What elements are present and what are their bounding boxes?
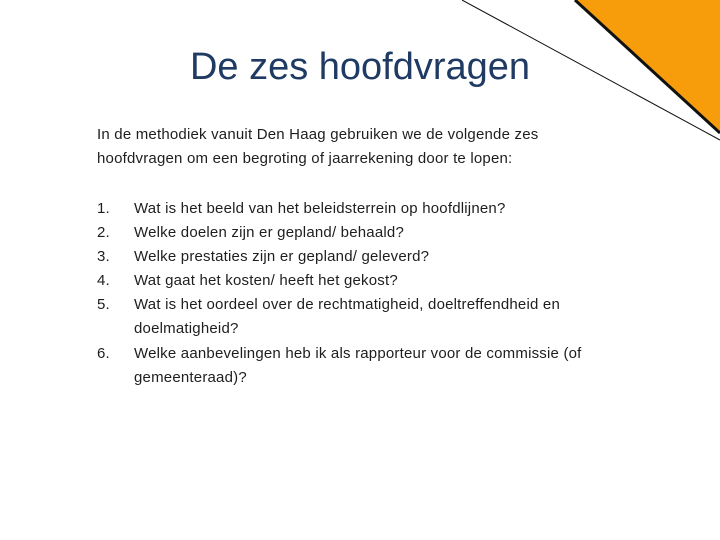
list-text: Wat is het beeld van het beleidsterrein op hoofdlijnen? xyxy=(134,200,506,217)
list-number: 1. xyxy=(97,200,110,217)
list-number: 4. xyxy=(97,272,110,289)
list-item xyxy=(97,342,657,390)
list-item xyxy=(97,245,657,269)
intro-line: hoofdvragen om een begroting of jaarrekening door te lopen: xyxy=(97,150,513,167)
list-text: Welke prestaties zijn er gepland/ geleverd? xyxy=(134,248,430,265)
list-text: Welke doelen zijn er gepland/ behaald? xyxy=(134,224,405,241)
list-item xyxy=(97,269,657,293)
list-item xyxy=(97,293,657,341)
list-number: 6. xyxy=(97,345,110,362)
list-text: Wat is het oordeel over de rechtmatigheid, doeltreffendheid en doelmatigheid? xyxy=(134,296,560,337)
list-text: Welke aanbevelingen heb ik als rapporteur voor de commissie (of gemeenteraad)? xyxy=(134,345,582,386)
intro-line: In de methodiek vanuit Den Haag gebruiken we de volgende zes xyxy=(97,126,539,143)
questions-list xyxy=(97,197,657,390)
list-number: 2. xyxy=(97,224,110,241)
list-number: 5. xyxy=(97,296,110,313)
list-text: Wat gaat het kosten/ heeft het gekost? xyxy=(134,272,398,289)
slide-title: De zes hoofdvragen xyxy=(189,46,531,88)
intro-paragraph xyxy=(97,123,657,171)
list-number: 3. xyxy=(97,248,110,265)
list-item xyxy=(97,197,657,221)
list-item xyxy=(97,221,657,245)
